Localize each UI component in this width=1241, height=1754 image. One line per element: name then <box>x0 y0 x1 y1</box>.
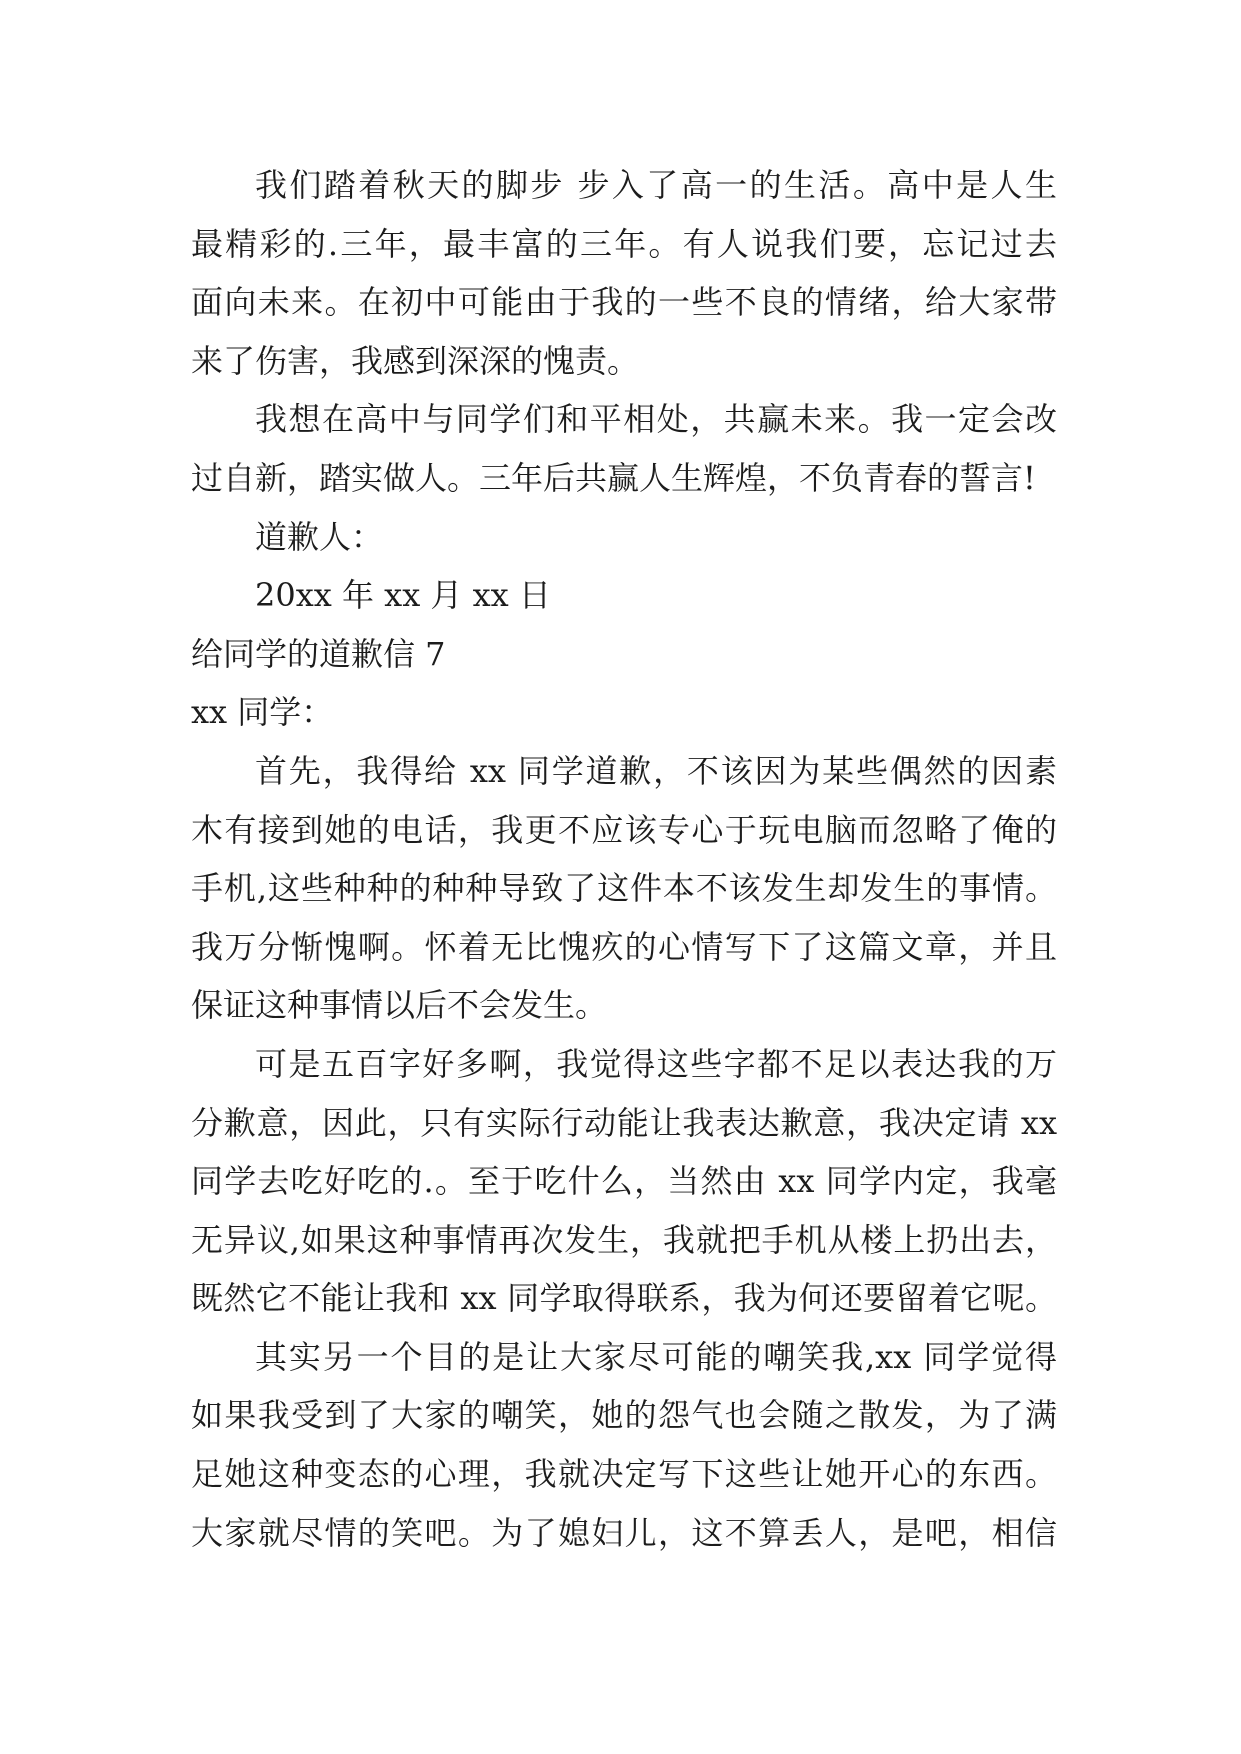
paragraph-line: 首先，我得给 xx 同学道歉，不该因为某些偶然的因素 <box>255 751 1057 790</box>
paragraph-line: 如果我受到了大家的嘲笑，她的怨气也会随之散发，为了满 <box>191 1396 1057 1435</box>
paragraph-line: 其实另一个目的是让大家尽可能的嘲笑我,xx 同学觉得 <box>255 1337 1057 1376</box>
paragraph-line: 我们踏着秋天的脚步 步入了高一的生活。高中是人生 <box>255 166 1057 204</box>
paragraph-line: 来了伤害，我感到深深的愧责。 <box>191 341 640 380</box>
paragraph-line: 手机,这些种种的种种导致了这件本不该发生却发生的事情。 <box>191 869 1057 908</box>
paragraph-line: 过自新，踏实做人。三年后共赢人生辉煌，不负青春的誓言! <box>191 458 1036 497</box>
paragraph-line: 既然它不能让我和 xx 同学取得联系，我为何还要留着它呢。 <box>191 1279 1057 1318</box>
paragraph <box>191 1035 1057 1328</box>
paragraph-line: 同学去吃好吃的.。至于吃什么，当然由 xx 同学内定，我毫 <box>191 1162 1057 1201</box>
paragraph-line: 木有接到她的电话，我更不应该专心于玩电脑而忽略了俺的 <box>191 810 1057 849</box>
document-body <box>191 156 1057 1562</box>
paragraph <box>191 390 1057 507</box>
paragraph-line: 分歉意，因此，只有实际行动能让我表达歉意，我决定请 xx <box>191 1103 1057 1142</box>
paragraph <box>191 742 1057 1035</box>
paragraph-line: 足她这种变态的心理，我就决定写下这些让她开心的东西。 <box>191 1455 1057 1494</box>
paragraph-line: 大家就尽情的笑吧。为了媳妇儿，这不算丢人，是吧，相信 <box>191 1513 1057 1552</box>
paragraph-line: 最精彩的.三年，最丰富的三年。有人说我们要，忘记过去 <box>191 224 1057 263</box>
paragraph-line: 我想在高中与同学们和平相处，共赢未来。我一定会改 <box>255 400 1057 439</box>
salutation: xx 同学： <box>191 693 334 732</box>
letter-title: 给同学的道歉信 7 <box>191 634 446 673</box>
paragraph-line: 我万分惭愧啊。怀着无比愧疚的心情写下了这篇文章，并且 <box>191 927 1057 966</box>
date-line: 20xx 年 xx 月 xx 日 <box>255 576 551 615</box>
paragraph-line: 面向未来。在初中可能由于我的一些不良的情绪，给大家带 <box>191 283 1057 322</box>
signature-line: 道歉人： <box>255 517 384 556</box>
paragraph-line: 保证这种事情以后不会发生。 <box>191 986 608 1025</box>
paragraph <box>191 1328 1057 1562</box>
paragraph-line: 无异议,如果这种事情再次发生，我就把手机从楼上扔出去， <box>191 1220 1057 1259</box>
paragraph <box>191 156 1057 390</box>
paragraph-line: 可是五百字好多啊，我觉得这些字都不足以表达我的万 <box>255 1044 1057 1083</box>
